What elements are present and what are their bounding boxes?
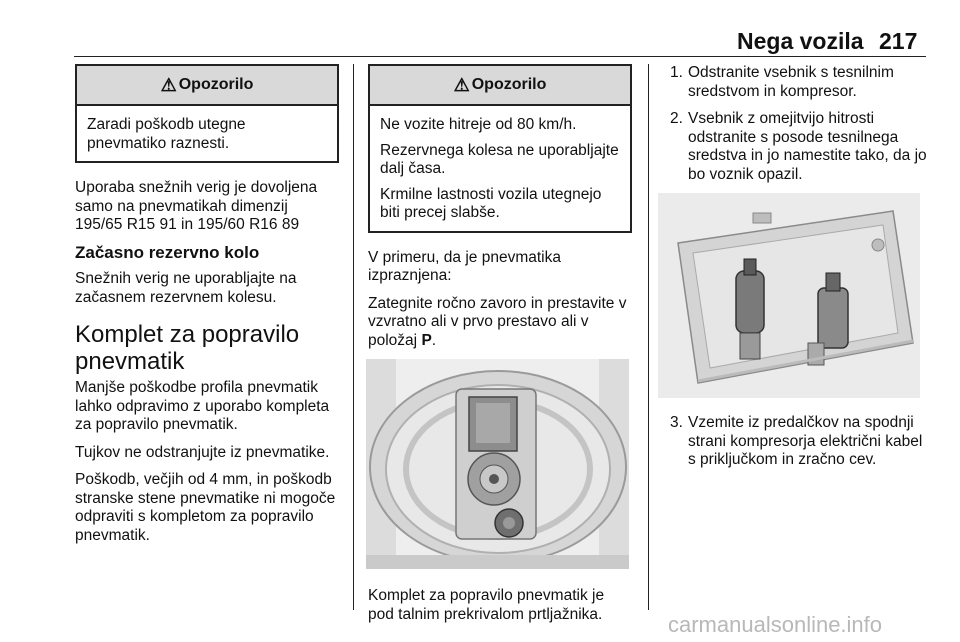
repair-kit-container-illustration bbox=[658, 193, 920, 398]
instruction-list-continued bbox=[670, 414, 928, 470]
repair-kit-paragraph-2: Tujkov ne odstranjujte iz pnevmatike. bbox=[75, 443, 330, 461]
spare-wheel-heading: Začasno rezervno kolo bbox=[75, 242, 260, 262]
page-number: 217 bbox=[879, 28, 918, 54]
repair-kit-paragraph-3: Poškodb, večjih od 4 mm, in poškodb stranske stene pnevmatike ni mogoče odpraviti s kompletom za popravilo pnevmatik. bbox=[75, 471, 336, 544]
warning-box bbox=[75, 64, 339, 163]
instruction-list bbox=[670, 64, 928, 184]
warning-title: Opozorilo bbox=[178, 75, 254, 93]
figure-caption: Komplet za popravilo pnevmatik je pod talnim prekrivalom prtljažnika. bbox=[368, 587, 605, 623]
watermark-text: carmanualsonline.info bbox=[668, 612, 883, 637]
column-right bbox=[670, 64, 928, 479]
warning-line-handling: Krmilne lastnosti vozila utegnejo biti precej slabše. bbox=[380, 185, 602, 221]
list-item: 1. Odstranite vsebnik s tesnilnim sredstvom in kompresor. bbox=[670, 64, 894, 100]
warning-text: Zaradi poškodb utegne pnevmatiko raznesti. bbox=[87, 116, 246, 152]
handbrake-paragraph: Zategnite ročno zavoro in prestavite v vzvratno ali v prvo prestavo ali v položaj P. bbox=[368, 294, 627, 349]
list-item: 3. Vzemite iz predalčkov na spodnji strani kompresorja električni kabel s priključkom in zračno cev. bbox=[670, 414, 923, 468]
trunk-floor-illustration bbox=[366, 359, 629, 569]
column-middle bbox=[368, 64, 632, 633]
flat-tyre-paragraph: V primeru, da je pnevmatika izpraznjena: bbox=[368, 248, 561, 284]
column-left bbox=[75, 64, 339, 554]
repair-kit-paragraph-1: Manjše poškodbe profila pnevmatik lahko odpravimo z uporabo kompleta za popravilo pnevmatik. bbox=[75, 379, 330, 433]
snow-chains-paragraph: Uporaba snežnih verig je dovoljena samo na pnevmatikah dimenzij 195/65 R15 91 in 195/60 R16 89 bbox=[75, 179, 318, 233]
column-divider-1 bbox=[353, 64, 354, 610]
column-divider-2 bbox=[648, 64, 649, 610]
warning-triangle-icon: ⚠ bbox=[453, 74, 470, 95]
warning-line-speed: Ne vozite hitreje od 80 km/h. bbox=[380, 116, 577, 133]
warning-header bbox=[77, 66, 337, 106]
list-item: 2. Vsebnik z omejitvijo hitrosti odstranite s posode tesnilnega sredstva in jo namestite tako, da jo bo voznik opazil. bbox=[670, 110, 927, 183]
warning-title: Opozorilo bbox=[471, 75, 547, 93]
header-rule bbox=[74, 56, 926, 57]
warning-header bbox=[370, 66, 630, 106]
repair-kit-heading: Komplet za popravilo pnevmatik bbox=[75, 321, 300, 375]
warning-box bbox=[368, 64, 632, 233]
warning-triangle-icon: ⚠ bbox=[160, 74, 177, 95]
warning-line-duration: Rezervnega kolesa ne uporabljajte dalj časa. bbox=[380, 141, 619, 177]
spare-wheel-paragraph: Snežnih verig ne uporabljajte na začasnem rezervnem kolesu. bbox=[75, 270, 297, 306]
gear-position-p: P bbox=[421, 331, 432, 349]
page-header-title: Nega vozila bbox=[737, 28, 864, 54]
